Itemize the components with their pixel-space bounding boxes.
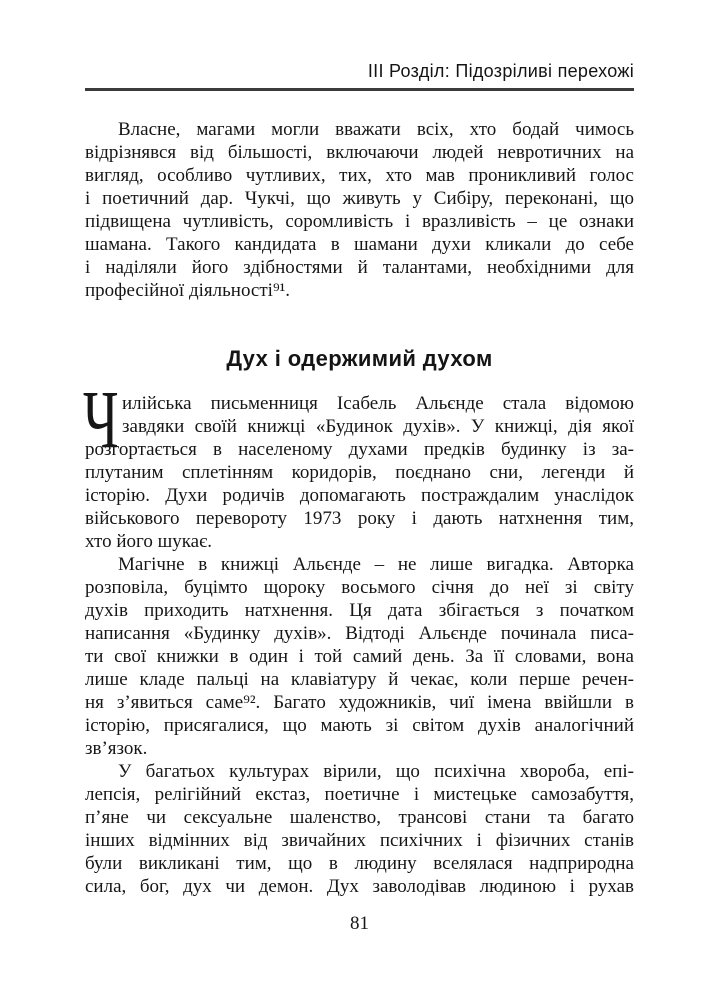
paragraph-3 <box>85 553 634 760</box>
text-line: і наділяли його здібностями й талантами, необхідними для <box>85 257 634 278</box>
text-line: завдяки своїй книжці «Будинок духів». У книжці, дія якої <box>122 416 634 437</box>
text-line: шамана. Такого кандидата в шамани духи кликали до себе <box>85 234 634 255</box>
text-line: У багатьох культурах вірили, що психічна хвороба, епі- <box>118 761 634 782</box>
text-line: илійська письменниця Ісабель Альєнде стала відомою <box>122 393 634 414</box>
text-line: п’яне чи сексуальне шаленство, трансові стани та багато <box>85 807 634 828</box>
text-line: і поетичний дар. Чукчі, що живуть у Сибіру, переконані, що <box>85 188 634 209</box>
text-line: професійної діяльності⁹¹. <box>85 280 291 301</box>
text-line: розгортається в населеному духами предків будинку із за- <box>85 439 634 460</box>
section-heading: Дух і одержимий духом <box>226 346 493 371</box>
text-line: хто його шукає. <box>85 531 212 552</box>
paragraph-2 <box>83 373 634 553</box>
text-line: сила, бог, дух чи демон. Дух заволодівав людиною і рухав <box>85 876 634 897</box>
text-line: Магічне в книжці Альєнде – не лише вигадка. Авторка <box>118 554 634 575</box>
text-line: вигляд, особливо чутливих, тих, хто мав проникливий голос <box>85 165 634 186</box>
paragraph-4 <box>85 760 634 898</box>
text-line: плутаним сплетінням коридорів, поєднано сни, легенди й <box>85 462 634 483</box>
text-line: інших відмінних від звичайних психічних і фізичних станів <box>85 830 634 851</box>
text-line: зв’язок. <box>85 738 148 759</box>
text-line: розповіла, буцімто щороку восьмого січня до неї зі світу <box>85 577 634 598</box>
drop-cap: Ч <box>83 373 119 465</box>
text-line: духів приходить натхнення. Ця дата збігається з початком <box>85 600 634 621</box>
text-line: історію, присягалися, що мають зі світом духів аналогічний <box>85 715 634 736</box>
text-line: історію. Духи родичів допомагають постраждалим унаслідок <box>85 485 634 506</box>
running-head: ІІІ Розділ: Підозріливі перехожі <box>367 61 634 81</box>
text-line: були викликані тим, що в людину вселялася надприродна <box>85 853 634 874</box>
header-rule-divider <box>85 88 634 91</box>
text-line: ти свої книжки в один і той самий день. За її словами, вона <box>85 646 634 667</box>
paragraph-1 <box>85 118 634 302</box>
text-line: підвищена чутливість, соромливість і вразливість – це ознаки <box>85 211 634 232</box>
text-line: Власне, магами могли вважати всіх, хто бодай чимось <box>118 119 634 140</box>
body-text <box>85 118 634 935</box>
text-line: ня з’явиться саме⁹². Багато художників, чиї імена ввійшли в <box>85 692 634 713</box>
text-line: відрізнявся від більшості, включаючи людей невротичних на <box>85 142 634 163</box>
text-line: лепсія, релігійний екстаз, поетичне і мистецьке самозабуття, <box>85 784 634 805</box>
text-line: військового перевороту 1973 року і дають натхнення тим, <box>85 508 634 529</box>
text-line: лише кладе пальці на клавіатуру й чекає, коли перше речен- <box>85 669 634 690</box>
page-number: 81 <box>350 913 369 934</box>
text-line: написання «Будинку духів». Відтоді Альєнде починала писа- <box>85 623 634 644</box>
